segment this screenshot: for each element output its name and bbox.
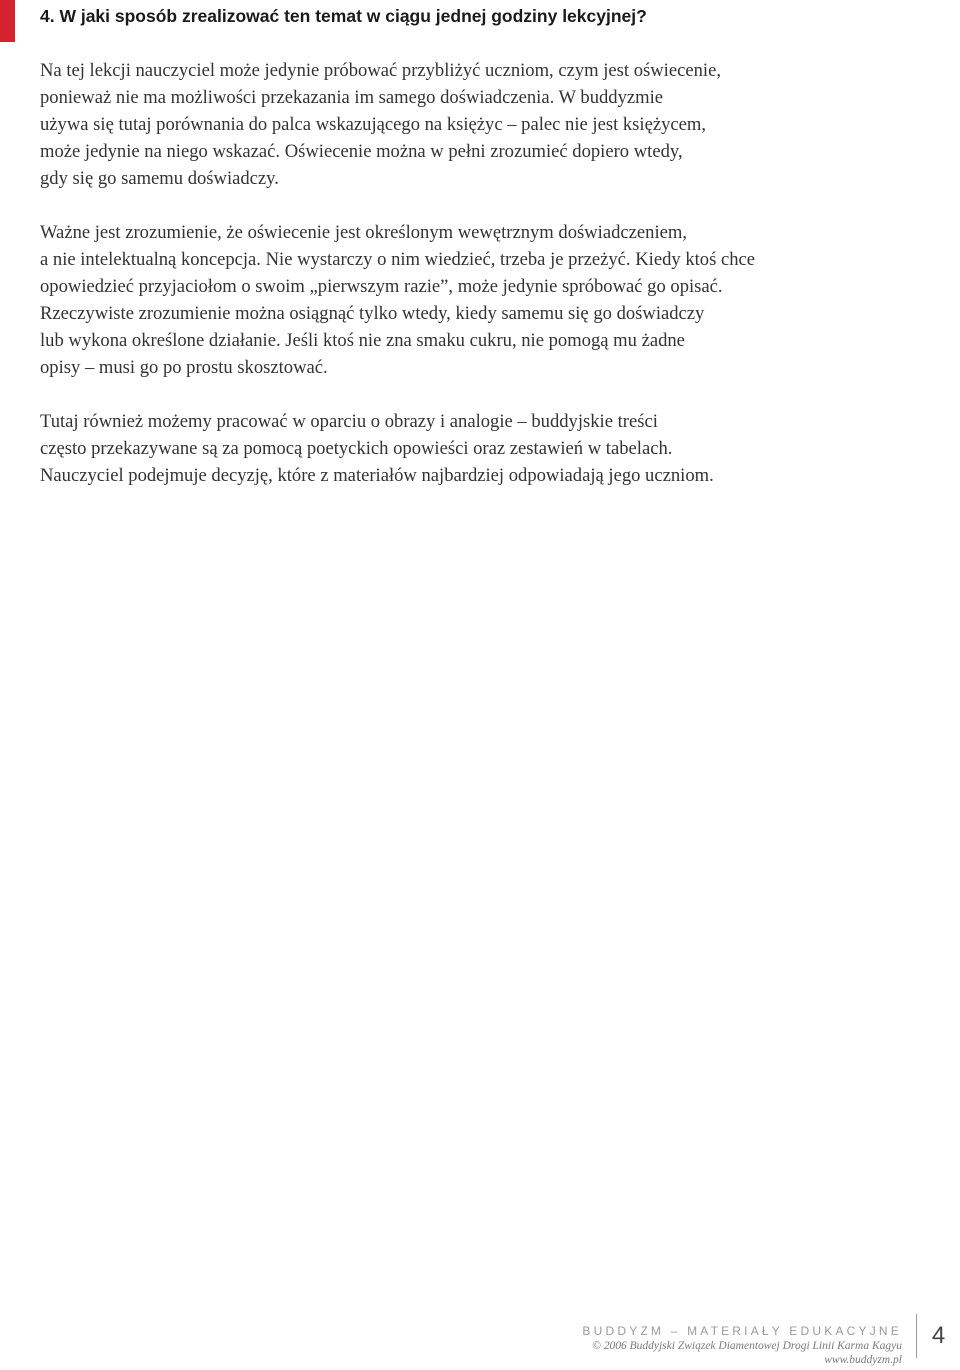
page-number: 4	[916, 1314, 960, 1358]
paragraph-line: opowiedzieć przyjaciołom o swoim „pierwszym razie”, może jedynie spróbować go opisać.	[40, 276, 723, 297]
paragraph-3	[40, 408, 920, 489]
paragraph-2	[40, 219, 920, 381]
paragraph-line: może jedynie na niego wskazać. Oświecenie można w pełni zrozumieć dopiero wtedy,	[40, 141, 683, 162]
paragraph-line: często przekazywane są za pomocą poetyckich opowieści oraz zestawień w tabelach.	[40, 438, 673, 459]
paragraph-line: a nie intelektualną koncepcja. Nie wystarczy o nim wiedzieć, trzeba je przeżyć. Kiedy ktoś chce	[40, 249, 756, 270]
paragraph-line: używa się tutaj porównania do palca wskazującego na księżyc – palec nie jest księżycem,	[40, 114, 707, 135]
paragraph-line: Na tej lekcji nauczyciel może jedynie próbować przybliżyć uczniom, czym jest oświecenie,	[40, 60, 721, 81]
footer-title: BUDDYZM – MATERIAŁY EDUKACYJNE	[582, 1324, 902, 1338]
section-heading: 4. W jaki sposób zrealizować ten temat w ciągu jednej godziny lekcyjnej?	[40, 6, 647, 26]
paragraph-line: ponieważ nie ma możliwości przekazania im samego doświadczenia. W buddyzmie	[40, 87, 664, 108]
footer-url: www.buddyzm.pl	[824, 1354, 902, 1366]
main-content	[40, 57, 920, 516]
paragraph-line: gdy się go samemu doświadczy.	[40, 168, 279, 189]
paragraph-line: Ważne jest zrozumienie, że oświecenie jest określonym wewętrznym doświadczeniem,	[40, 222, 687, 243]
footer-copyright: © 2006 Buddyjski Związek Diamentowej Drogi Linii Karma Kagyu	[592, 1340, 902, 1352]
paragraph-line: Tutaj również możemy pracować w oparciu o obrazy i analogie – buddyjskie treści	[40, 411, 658, 432]
paragraph-line: Rzeczywiste zrozumienie można osiągnąć tylko wtedy, kiedy samemu się go doświadczy	[40, 303, 705, 324]
paragraph-1	[40, 57, 920, 192]
page-footer	[582, 1323, 902, 1367]
paragraph-line: Nauczyciel podejmuje decyzję, które z materiałów najbardziej odpowiadają jego uczniom.	[40, 465, 714, 486]
accent-bar	[0, 0, 15, 42]
paragraph-line: opisy – musi go po prostu skosztować.	[40, 357, 328, 378]
paragraph-line: lub wykona określone działanie. Jeśli ktoś nie zna smaku cukru, nie pomogą mu żadne	[40, 330, 685, 351]
